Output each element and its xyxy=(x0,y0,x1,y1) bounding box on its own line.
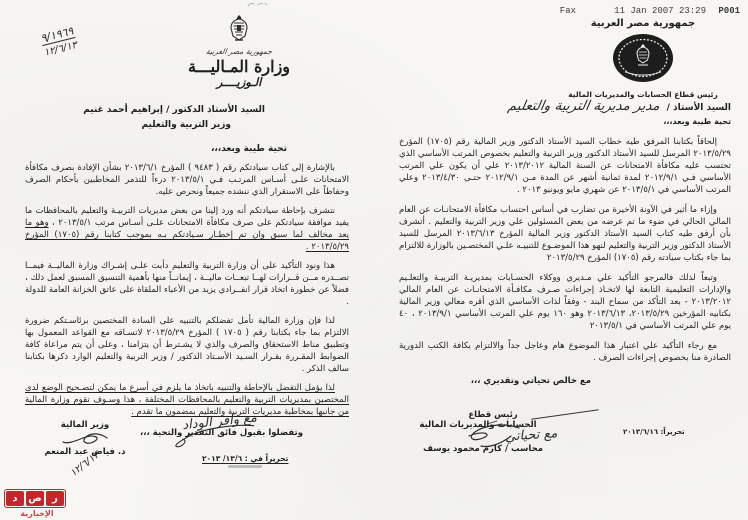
news-watermark-logo xyxy=(4,489,70,518)
illegible-stamp-text xyxy=(228,465,262,468)
watermark-caption: الإخبارية xyxy=(20,509,54,518)
signer-title-line2: الحسابات والمديريات المالية xyxy=(419,420,537,430)
paragraph-5-underlined: لذا يؤمل التفضل بالإحاطة والتنبيه باتخاذ ما يلزم في أسرع ما يمكن لتصـحيح الوضع لدى المختصين بمديريات التربية والتعليم بالمحافظات المختلفة ، هذا وسـوف تقوم وزارة المالية من جانبها بمخاطبة مديريات التربية والتعليم بمضمون ما تقدم . xyxy=(25,383,349,417)
paragraph-3: وتبعاً لذلك فالمرجو التأكيد علي مـديري ووكلاء الحسـابات بمديريـة التربيـة والتعلـيم والإدارات التعليمية التابعة لها لاتخـاذ إجراءات صـرف مكافـأة الامتحانـات عن العام المالي ٢٠١٣/٢٠١٢ - بعد التأكد من سماح البند - وفقاً لذات الأساسي الذي أقره معالي وزير المالية بكتابيه المؤرخين ٢٠١٣/٥/٢٩، ٢٠١٣/٦/١٣ وهو ١٦٠ يوم علي المرتب الأساسي ٢٠١٣/٩/١ ، ٤٠ يوم علي المرتب الأساسي في ٢٠١٣/٥/١ xyxy=(399,273,731,331)
addressee-row xyxy=(399,100,731,114)
dated-line: تحريراً: ٢٠١٣/٦/١٦ xyxy=(623,428,685,436)
letterhead-accounts-sector xyxy=(563,18,723,99)
letter-accounts-sector xyxy=(395,14,735,514)
letter-body-right xyxy=(399,100,731,387)
letterhead-finance xyxy=(170,14,308,89)
closing-line: مع خالص تحياتي وتقديري ،،، xyxy=(470,376,591,386)
signer-title-line1: رئيس قطاع xyxy=(468,410,518,420)
logo-letter-tile: د xyxy=(6,491,24,506)
paragraph-4: لذا فإن وزارة المالية تأمل تفضلكم بالتنبيه على السادة المختصين برئاسـتكم ضرورة الالتزام بما جاء بكتابنا رقم ( ١٧٠٥ ) المؤرخ ٢٠١٣/٥/٢٩ لاتسـاقه مع القواعد المعمول بها وتطبيق مناط الاستحقاق والصرف والذي لا يشـترط أن يتزامنا ، وعلى أن يتم مراعاة كافة الضوابط المقـررة بقـرار السـيد الأسـتاذ الدكتور / وزير التربية والتعليم الوارد ذكرها بكتابنا سالف الذكر . xyxy=(25,316,349,374)
dated-line xyxy=(202,454,288,468)
letter-ministry-of-finance xyxy=(20,14,354,514)
logo-letter-tile: ر xyxy=(46,491,64,506)
handwritten-salutation: مع تحياتي xyxy=(504,426,558,445)
paragraph-1: إلحاقاً بكتابنا المرفق طيه خطاب السيد الأستاذ الدكتور وزير المالية رقم (١٧٠٥) المؤرخ ٢٠١٣/٥/٢٩ المرسل للسيد الأستاذ الدكتور وزير التربية والتعليم بخصوص المرتب الأساسي الذي تحتسب عليه مكافأة الامتحانات عن السنة المالية ٢٠١٣/٢٠١٢ علي أن يكون علي المرتب الأساسي فـي ٢٠١٢/٩/١ لمدة ثمانية أشهر عن المدة مـن ٢٠١٢/٩/١ حتـى ٢٠١٣/٤/٣٠ وعلي المرتب الأساسي في ٢٠١٣/٥/١ عن شهري مايو ويونيو ٢٠١٣ . xyxy=(399,137,731,195)
signer-name: محاسب / كارم محمود يوسف xyxy=(423,444,543,454)
signature-block-finance-minister xyxy=(26,420,144,480)
dated-line-text: تحريراً في : ١٣/٦/ ٢٠١٣ xyxy=(202,454,289,463)
letter-body-left xyxy=(25,104,349,439)
rassd-logo-tiles xyxy=(4,489,66,508)
greeting-line: تحية طيبة وبعد،،، xyxy=(210,144,287,154)
republic-name-bold: جمهورية مصر العربية xyxy=(590,18,696,29)
minister-title: الـوزيــــر xyxy=(216,75,262,89)
scan-smudge xyxy=(246,0,268,9)
signer-handwritten-date: ١٢/٦/١٣ xyxy=(68,449,102,480)
fax-timestamp: 11 Jan 2007 23:29 xyxy=(614,6,706,16)
paragraph-2-underlined: وهو ما يعد مخالف لما سبق وان تم إخطـار سـيادتكم بـه بموجب كتابنا رقم (١٧٠٥) المؤرخ ٢٠١٣/٥/٢٩ . xyxy=(25,218,350,252)
sector-head-title: رئيس قطاع الحسابات والمديريات المالية xyxy=(568,90,718,99)
signer-name: د. فياض عبد المنعم xyxy=(44,447,126,457)
egypt-eagle-emblem-icon xyxy=(227,14,251,42)
addressee-label: السيد الأستاذ / xyxy=(666,103,731,113)
addressee-handwritten-name: مدير مديرية التربية والتعليم xyxy=(506,98,661,114)
handwritten-reference-date: ١٢/٦/١٣ xyxy=(42,37,78,60)
paragraph-1: بالإشارة إلى كتاب سيادتكم رقم ( ٩٤٨٣ ) المؤرخ ٢٠١٣/٦/١ بشأن الإفادة بصرف مكافأة الامتحانات علـى أسـاس المرتـب فـي ٢٠١٣/٥/١ درءاً للتذمر المخاطبين بأحكام الصرف وحفاظاً على الاستقرار الذي ننشده جميعاً ونحرص عليه. xyxy=(25,163,349,197)
addressee-name: السيد الأستاذ الدكتور / إبراهيم أحمد غنيم xyxy=(83,105,265,115)
ministry-of-finance-title: وزارة المـاليـــة xyxy=(187,57,291,76)
signer-title: وزير المالية xyxy=(60,420,110,430)
closing-line: وتفضلوا بقبول فائق التقدير والتحية ،،، xyxy=(140,428,303,438)
logo-letter-tile: ص xyxy=(26,491,44,506)
paragraph-3: هذا ونود التأكيد على أن وزارة التربية والتعليم دأبت علـى إشـراك وزارة الماليــة فيمــا تصــدره مــن قــرارات لهــا تبعــات ماليــة ، إيمانــاً منها بأهمية التنسيق المسبق لعمل ذلك ، فضلاً عن خطورة اتخاذ قرار انفــرادي يزيد من الأعباء الملقاة على عاتق الخزانة العامة للدولة . xyxy=(25,261,349,307)
republic-name-script: جمهورية مصر العربية xyxy=(205,47,273,56)
handwritten-salutation-text: مع وافر الوداد xyxy=(181,410,258,434)
fax-label: Fax xyxy=(559,6,576,16)
greeting-line: تحية طيبة وبعد،،، xyxy=(663,117,731,126)
paragraph-2: وإزاء ما أثير في الآونة الأخيرة من تضارب في أساس احتساب مكافأة الامتحانـات عن العام المالي الحالي في ضوء ما تم عرضه من بعض المسئولين علي وزير التربية والتعليم . أتشرف بأن أرفق طيه كتاب السيد الأستاذ الدكتور وزير المالية المؤرخ ٢٠١٣/٦/١٣ المرسل للسيد الأستاذ الدكتور وزير التربية والتعليم لنهو هذا الموضـوع للتنبيـه علـي المختصـين بالوزارة للالتزام بما جاء بكتاب سيادته رقم (١٧٠٥) المؤرخ ٢٠١٣/٥/٢٩ xyxy=(399,205,731,263)
addressee-title: وزير التربية والتعليم xyxy=(141,120,231,130)
fax-page-number: P001 xyxy=(718,6,740,16)
handwritten-reference xyxy=(39,24,78,59)
official-oval-seal-icon xyxy=(611,32,675,84)
paragraph-4: مع رجاء التأكيد علي اعتبار هذا الموضوع هام وعاجل جداً والالتزام بكافة الكتب الدورية الصادرة منا بخصوص إجراءات الصرف . xyxy=(399,341,731,363)
paragraph-2-normal: نتشرف بإحاطة سيادتكم أنه ورد إلينا من بعض مديريات التربيـة والتعليم بالمحافظات ما يفيد موافقة سيادتكم على صرف مكافأة الامتحانات علـى أسـاس مرتب ٢٠١٣/٥/١ ، xyxy=(25,206,349,228)
paragraph-2 xyxy=(25,205,349,253)
handwritten-reference-number: ٩/١٩٦٩ xyxy=(39,24,75,46)
